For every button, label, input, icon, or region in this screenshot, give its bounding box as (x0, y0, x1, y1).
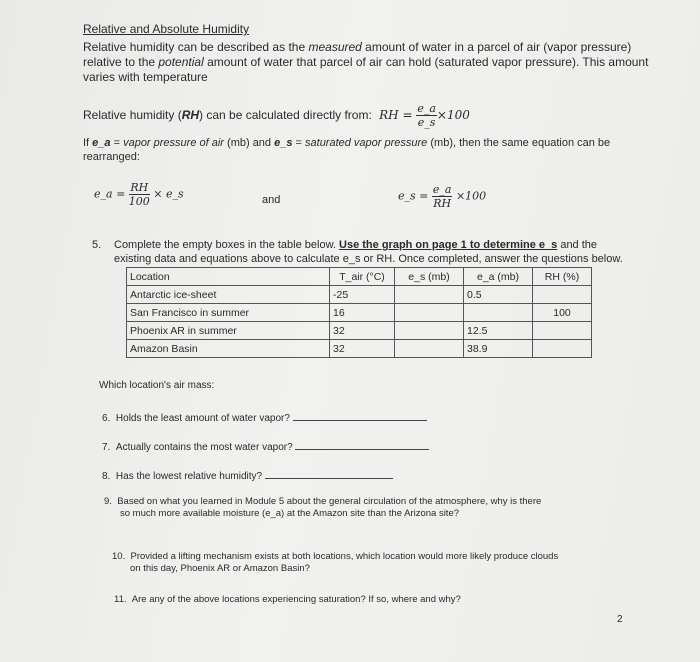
table-row (127, 340, 592, 358)
rh-definition-line: Relative humidity (RH) can be calculated directly from: RH = $\frac{e\_a}{e\_s}$ ×100 (83, 102, 470, 129)
question-10: 10. Provided a lifting mechanism exists at both locations, which location would more likely produce clouds on this day, Phoenix AR or Amazon Basin? (112, 551, 559, 574)
answer-6-line[interactable] (293, 408, 427, 421)
cell-location: San Francisco in summer (127, 304, 330, 322)
cell-rh-input[interactable] (533, 322, 592, 340)
intro-paragraph: Relative humidity can be described as the measured amount of water in a parcel of air (vapor pressure) relative to the potential amount of water that parcel of air can hold (saturated vapor pressure). This amount varies with temperature (83, 40, 649, 84)
header-es: e_s (mb) (395, 268, 464, 286)
cell-tair: 32 (330, 340, 395, 358)
header-ea: e_a (mb) (464, 268, 533, 286)
cell-location: Phoenix AR in summer (127, 322, 330, 340)
cell-ea: 0.5 (464, 286, 533, 304)
question-5-text: Complete the empty boxes in the table below. Use the graph on page 1 to determine e_s and the (114, 239, 598, 251)
cell-location: Amazon Basin (127, 340, 330, 358)
table-row (127, 322, 592, 340)
section-title: Relative and Absolute Humidity (83, 22, 250, 36)
answer-7-line[interactable] (295, 437, 429, 450)
rh-equation: RH = $\frac{e\_a}{e\_s}$ ×100 (379, 102, 470, 129)
es-equation: e_s = $\frac{e\_a}{RH}$ ×100 (398, 183, 487, 210)
ea-equation: e_a = $\frac{RH}{100}$ × e_s (94, 181, 184, 208)
cell-rh-input[interactable] (533, 340, 592, 358)
variables-definition: If e_a = vapor pressure of air (mb) and e_s = saturated vapor pressure (mb), then the same equation can be (83, 137, 611, 149)
cell-ea: 12.5 (464, 322, 533, 340)
cell-es-input[interactable] (395, 286, 464, 304)
cell-rh-input[interactable] (533, 286, 592, 304)
header-rh: RH (%) (533, 268, 592, 286)
cell-ea-input[interactable] (464, 304, 533, 322)
answer-8-line[interactable] (265, 466, 393, 479)
cell-ea: 38.9 (464, 340, 533, 358)
humidity-table (126, 267, 592, 358)
and-label: and (262, 194, 281, 206)
table-header-row (127, 268, 592, 286)
question-11: 11. Are any of the above locations experiencing saturation? If so, where and why? (114, 594, 461, 605)
table-row (127, 304, 592, 322)
header-location: Location (127, 268, 330, 286)
variables-definition-cont: rearranged: (83, 151, 140, 163)
cell-tair: 32 (330, 322, 395, 340)
cell-es-input[interactable] (395, 304, 464, 322)
cell-tair: 16 (330, 304, 395, 322)
question-9: 9. Based on what you learned in Module 5 about the general circulation of the atmosphere, why is there so much more available moisture (e_a) at the Amazon site than the Arizona site? (104, 496, 542, 519)
question-5-text-line2: existing data and equations above to calculate e_s or RH. Once completed, answer the questions below. (114, 253, 623, 265)
cell-es-input[interactable] (395, 340, 464, 358)
cell-tair: -25 (330, 286, 395, 304)
table-row (127, 286, 592, 304)
cell-location: Antarctic ice-sheet (127, 286, 330, 304)
question-8: 8. Has the lowest relative humidity? (102, 466, 393, 483)
question-6: 6. Holds the least amount of water vapor? (102, 408, 427, 425)
which-location-label: Which location's air mass: (99, 380, 215, 391)
cell-rh: 100 (533, 304, 592, 322)
header-tair: T_air (°C) (330, 268, 395, 286)
question-7: 7. Actually contains the most water vapor? (102, 437, 429, 454)
question-5-number: 5. (92, 239, 102, 251)
page-number: 2 (617, 614, 623, 625)
cell-es-input[interactable] (395, 322, 464, 340)
